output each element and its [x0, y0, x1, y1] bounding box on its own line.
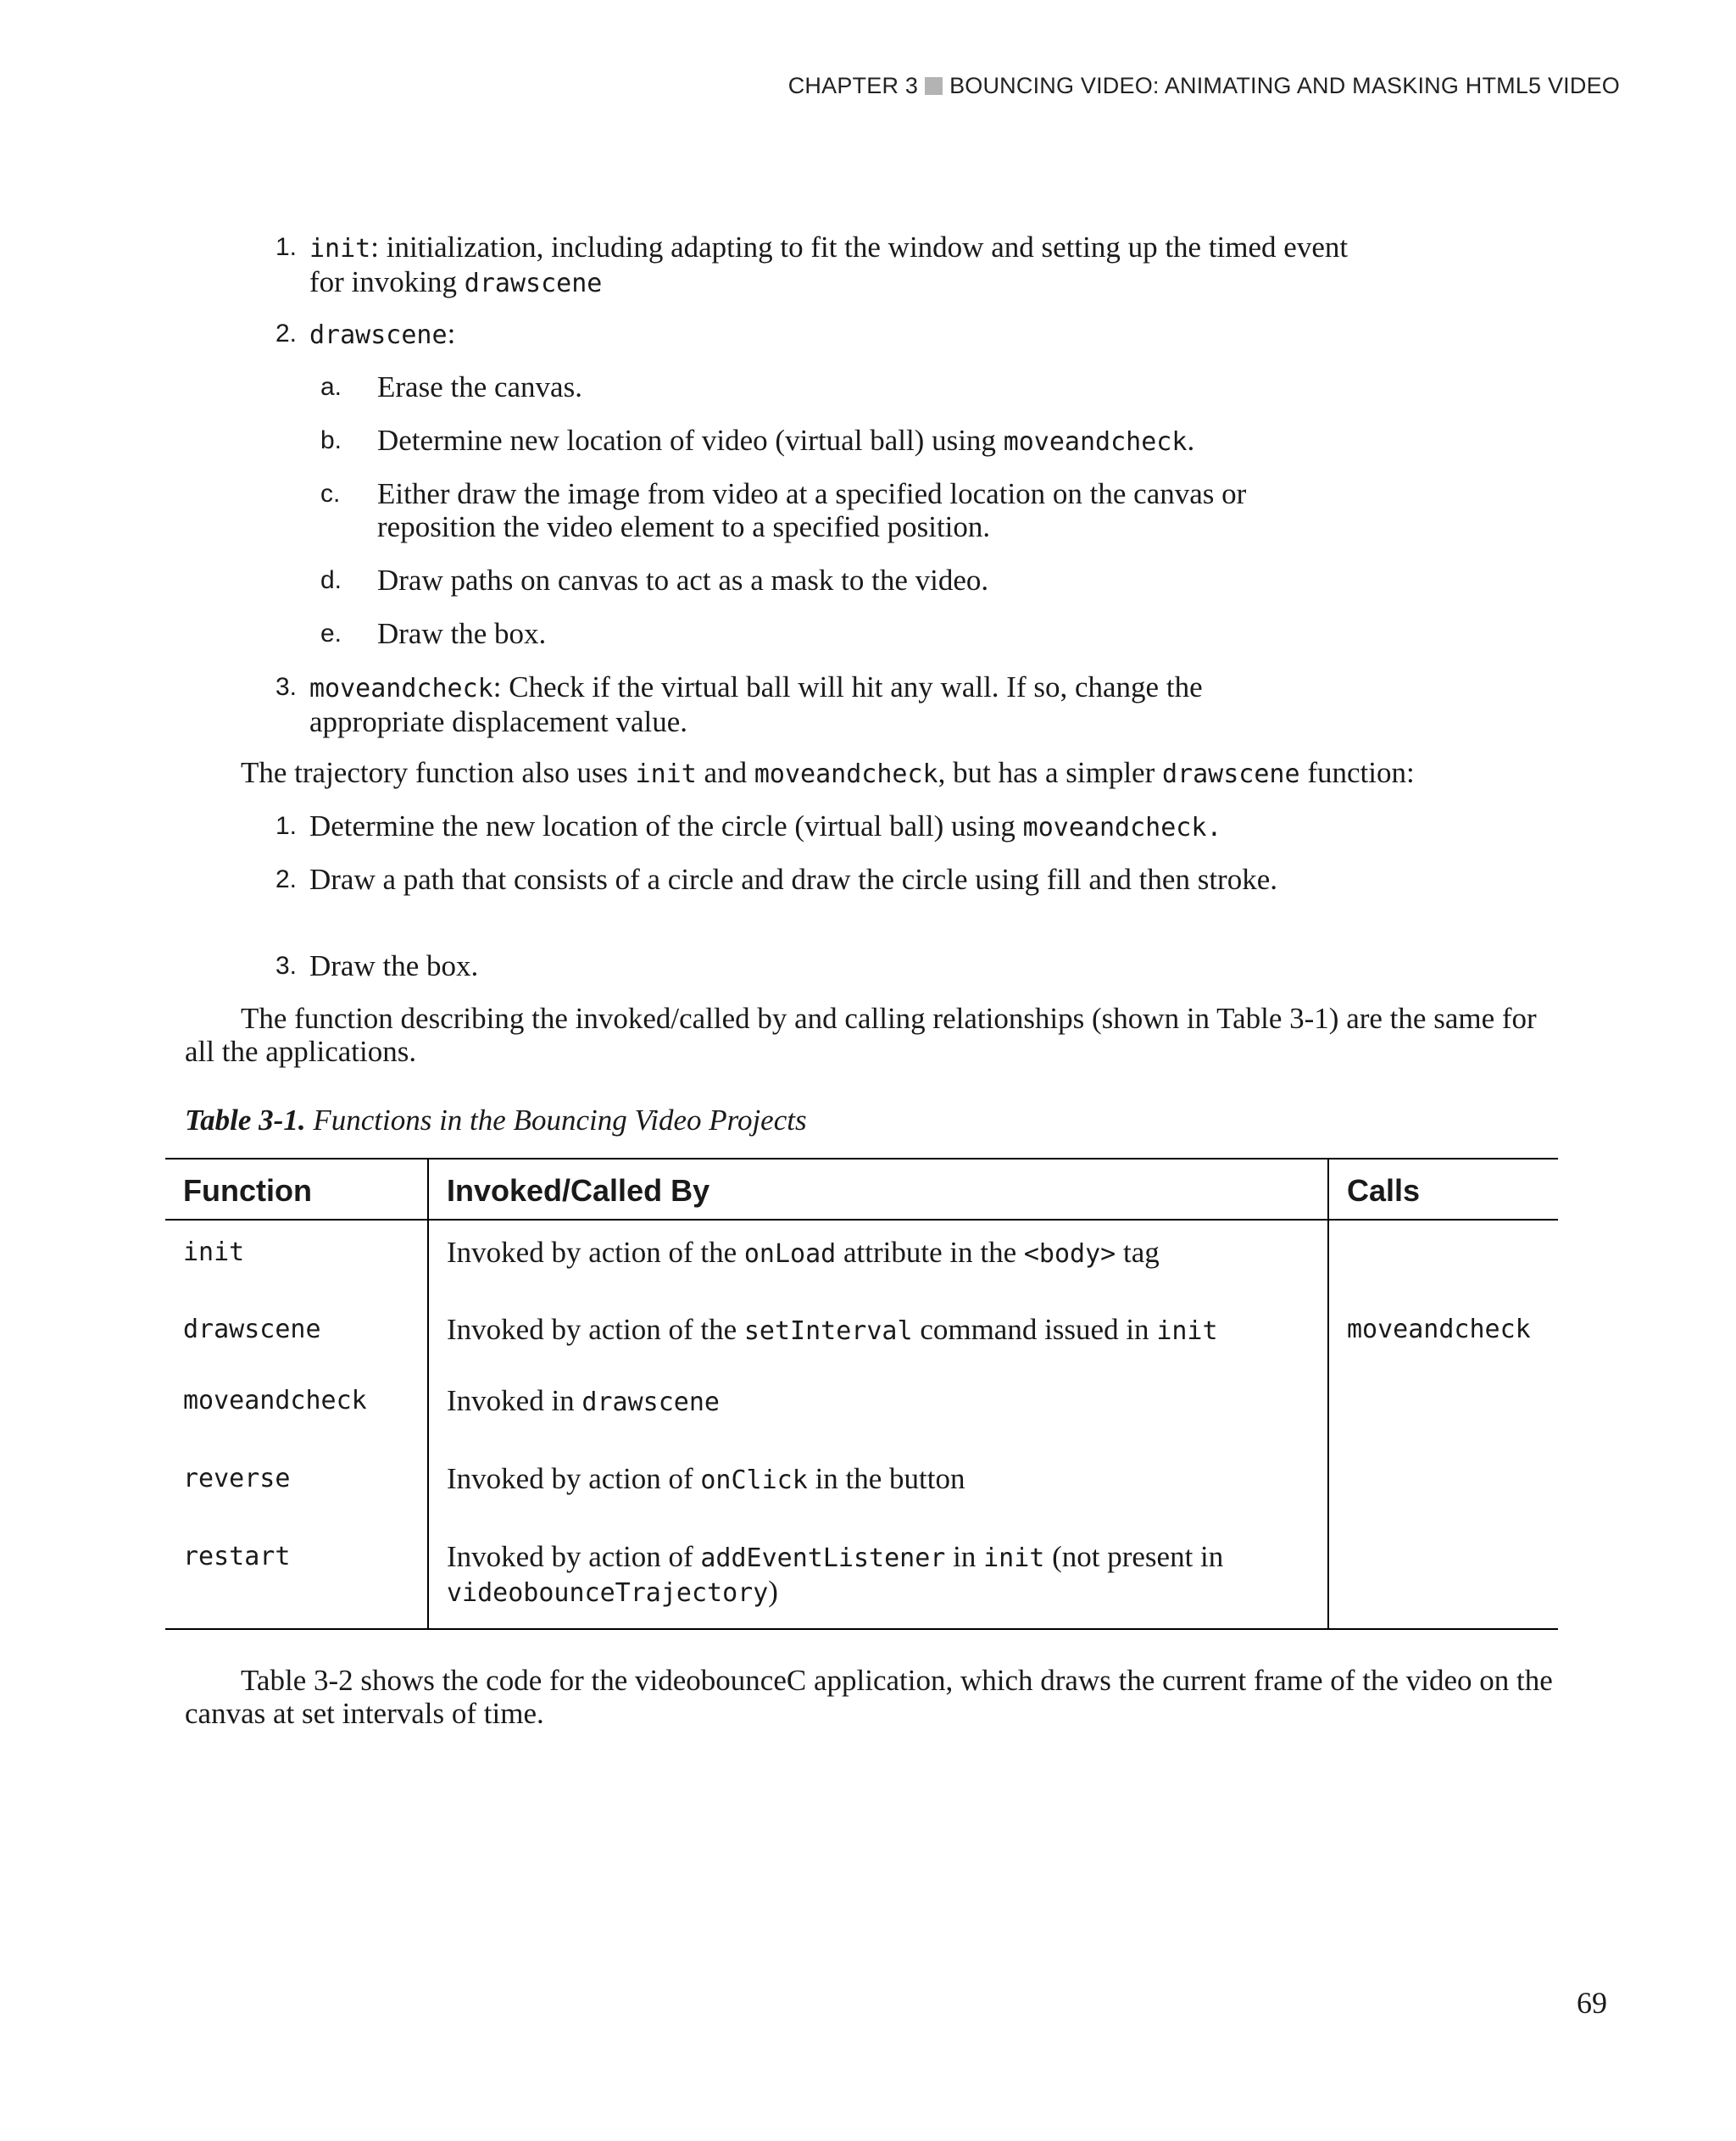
list2-item-2 [275, 863, 1318, 896]
table-row [165, 1447, 1558, 1525]
cell-function: drawscene [165, 1298, 428, 1369]
list1-item-2 [275, 317, 455, 352]
code-moveandcheck: moveandcheck [754, 759, 938, 789]
cell-code: onLoad [743, 1239, 837, 1269]
cell-text: in the button [807, 1462, 965, 1495]
cell-text: attribute in the [836, 1236, 1024, 1269]
sub-letter: c. [320, 480, 341, 508]
list2-item-1 [275, 809, 1221, 844]
sub-letter: e. [320, 620, 342, 648]
cell-text: ) [768, 1575, 778, 1608]
table-caption-text: Functions in the Bouncing Video Projects [305, 1104, 807, 1137]
para-text: and [696, 756, 754, 789]
paragraph-relationships: The function describing the invoked/called by and calling relationships (shown in Table 3-1) are the same for all the applications. [185, 1002, 1537, 1068]
cell-calls [1328, 1369, 1558, 1447]
sub-item-e [320, 617, 546, 650]
paragraph-table-3-2: Table 3-2 shows the code for the videobounceC application, which draws the current frame of the video on the canvas at set intervals of time. [185, 1664, 1553, 1730]
cell-function: restart [165, 1525, 428, 1629]
cell-calls [1328, 1447, 1558, 1525]
table-row [165, 1298, 1558, 1369]
sub-text: Draw the box. [377, 617, 547, 650]
cell-text: Invoked by action of [447, 1462, 701, 1495]
sub-text: Erase the canvas. [377, 370, 582, 403]
cell-text: Invoked by action of [447, 1540, 701, 1573]
cell-invoked-by [428, 1220, 1328, 1298]
cell-text: command issued in [912, 1313, 1157, 1346]
cell-text: Invoked by action of the [447, 1313, 744, 1346]
cell-invoked-by [428, 1525, 1328, 1629]
cell-invoked-by [428, 1298, 1328, 1369]
separator-square-icon [925, 77, 943, 95]
table-header-row [165, 1159, 1558, 1220]
list-text [309, 670, 1335, 738]
sub-text: Either draw the image from video at a specified location on the canvas or reposition the video element to a specified position. [377, 477, 1247, 543]
table-row [165, 1525, 1558, 1629]
cell-code: addEventListener [700, 1543, 946, 1573]
cell-code: init [983, 1543, 1045, 1573]
cell-calls [1328, 1525, 1558, 1629]
header-calls: Calls [1328, 1159, 1558, 1220]
para-text: The trajectory function also uses [241, 756, 636, 789]
cell-code: init [1156, 1316, 1218, 1346]
code-drawscene: drawscene [1162, 759, 1300, 789]
list-text-body: : initialization, including adapting to fit the window and setting up the timed event for invoking [309, 231, 1349, 298]
code-moveandcheck: moveandcheck [309, 674, 493, 703]
sub-text: Draw paths on canvas to act as a mask to the video. [377, 564, 989, 597]
list-text: Draw a path that consists of a circle and draw the circle using fill and then stroke. [309, 863, 1277, 896]
functions-table [165, 1158, 1558, 1630]
sub-item-c [320, 477, 1344, 543]
list-number: 3. [275, 673, 298, 701]
list-text-body: : [447, 317, 456, 350]
page-number: 69 [1577, 1986, 1607, 2020]
sub-item-a [320, 370, 582, 403]
sub-text-body: Determine new location of video (virtual ball) using [377, 424, 1004, 457]
chapter-label: CHAPTER 3 [787, 73, 919, 98]
table-caption-label: Table 3-1. [185, 1104, 306, 1137]
list-text [309, 809, 1221, 844]
para-text: , but has a simpler [938, 756, 1162, 789]
sub-text-after: . [1187, 424, 1195, 457]
sub-letter: d. [320, 566, 342, 594]
cell-text: Invoked by action of the [447, 1236, 744, 1269]
chapter-title: BOUNCING VIDEO: ANIMATING AND MASKING HTML5 VIDEO [949, 73, 1620, 98]
list-text [309, 317, 455, 352]
sub-item-b [320, 424, 1194, 459]
cell-text: tag [1116, 1236, 1160, 1269]
list-number: 2. [275, 320, 298, 348]
sub-letter: a. [320, 373, 342, 401]
sub-item-d [320, 564, 988, 597]
cell-code: videobounceTrajectory [447, 1578, 769, 1608]
list2-item-3 [275, 949, 478, 982]
paragraph-trajectory [241, 756, 1563, 791]
list1-item-1 [275, 231, 1377, 300]
list-number: 1. [275, 812, 298, 840]
cell-text: in [945, 1540, 984, 1573]
table-row [165, 1369, 1558, 1447]
cell-invoked-by [428, 1447, 1328, 1525]
cell-calls [1328, 1220, 1558, 1298]
cell-function: moveandcheck [165, 1369, 428, 1447]
running-head [788, 73, 1620, 99]
cell-code: onClick [700, 1465, 808, 1495]
code-init: init [635, 759, 697, 789]
cell-text: (not present in [1044, 1540, 1224, 1573]
sub-letter: b. [320, 426, 342, 454]
header-function: Function [165, 1159, 428, 1220]
list-text-body: Determine the new location of the circle (virtual ball) using [309, 809, 1023, 842]
para-text: function: [1299, 756, 1415, 789]
code-drawscene: drawscene [464, 269, 603, 298]
code-init: init [309, 234, 371, 264]
cell-invoked-by [428, 1369, 1328, 1447]
list-text-body: : Check if the virtual ball will hit any wall. If so, change the appropriate displacement value. [309, 670, 1203, 738]
list-number: 1. [275, 233, 298, 261]
cell-function: init [165, 1220, 428, 1298]
code-moveandcheck: moveandcheck. [1022, 813, 1222, 842]
list-text [309, 231, 1352, 300]
list-text: Draw the box. [309, 949, 479, 982]
list1-item-3 [275, 670, 1377, 738]
table-caption [185, 1104, 807, 1137]
list-number: 3. [275, 952, 298, 980]
cell-code: drawscene [581, 1387, 720, 1417]
table-row [165, 1220, 1558, 1298]
sub-text [377, 424, 1194, 459]
header-invoked-by: Invoked/Called By [428, 1159, 1328, 1220]
list-number: 2. [275, 865, 298, 893]
code-moveandcheck: moveandcheck [1003, 427, 1188, 457]
cell-code: <body> [1023, 1239, 1116, 1269]
cell-text: Invoked in [447, 1384, 582, 1417]
code-drawscene: drawscene [309, 320, 448, 350]
cell-calls: moveandcheck [1347, 1315, 1531, 1344]
cell-code: setInterval [743, 1316, 913, 1346]
cell-function: reverse [165, 1447, 428, 1525]
